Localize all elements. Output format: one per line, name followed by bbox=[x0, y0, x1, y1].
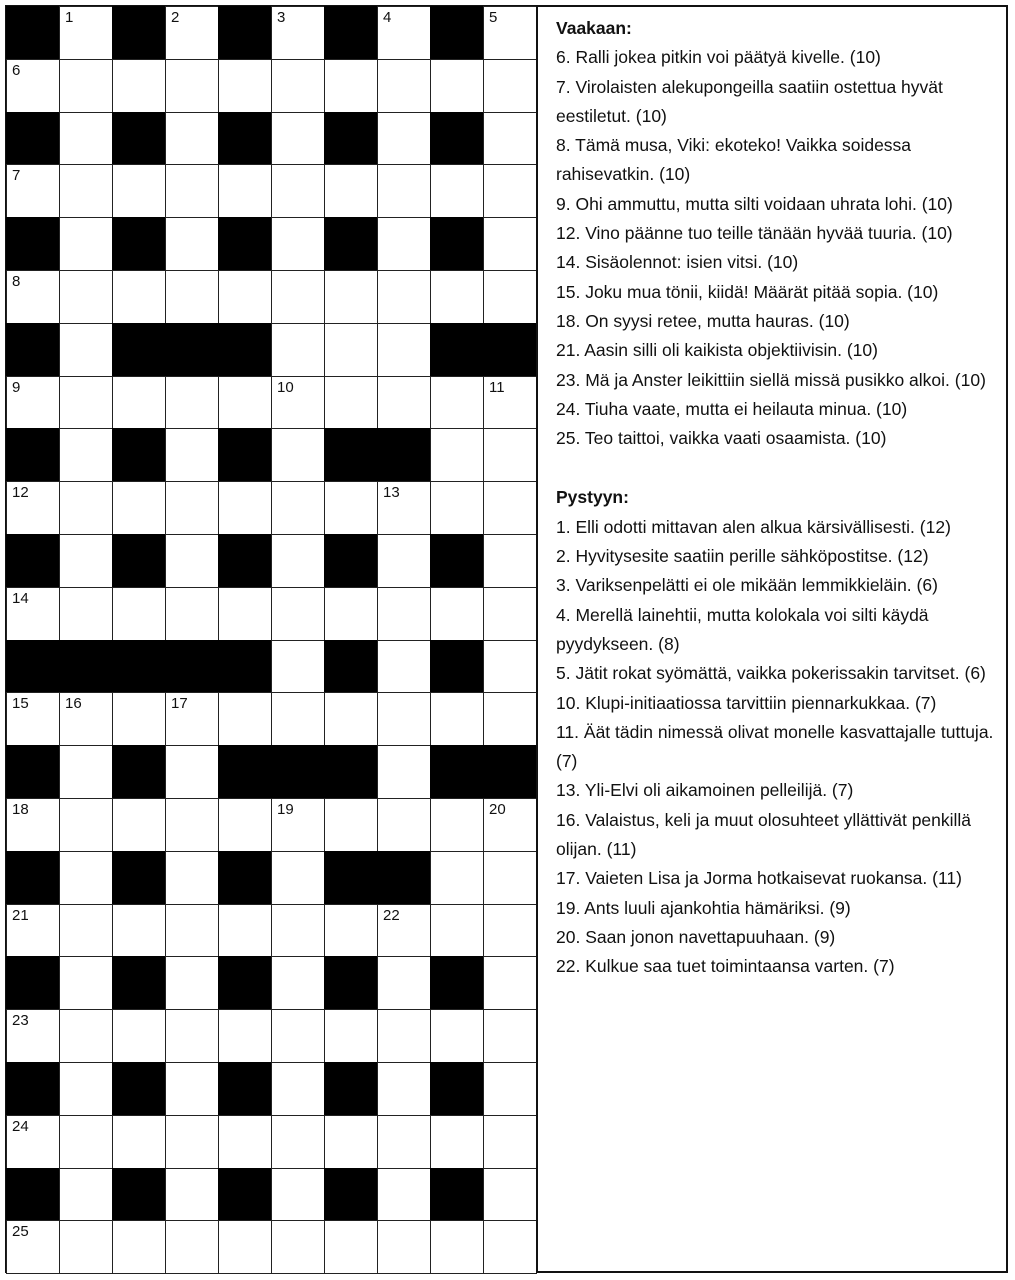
black-cell bbox=[6, 323, 60, 377]
grid-cell[interactable] bbox=[483, 798, 537, 852]
grid-cell[interactable] bbox=[271, 323, 325, 377]
grid-cell[interactable] bbox=[430, 851, 484, 905]
clue-number: 21 bbox=[12, 906, 29, 924]
grid-cell[interactable] bbox=[483, 904, 537, 958]
grid-cell[interactable] bbox=[377, 1009, 431, 1063]
clue-number: 2 bbox=[171, 9, 180, 26]
grid-cell[interactable] bbox=[324, 323, 378, 377]
black-cell bbox=[218, 640, 272, 694]
black-cell bbox=[6, 851, 60, 905]
grid-cell[interactable] bbox=[324, 270, 378, 324]
grid-cell[interactable] bbox=[165, 745, 219, 799]
grid-cell[interactable] bbox=[165, 428, 219, 482]
grid-cell[interactable] bbox=[112, 692, 166, 746]
grid-cell[interactable] bbox=[483, 6, 537, 60]
across-clue: 24. Tiuha vaate, mutta ei heilauta minua. (10) bbox=[556, 398, 908, 419]
black-cell bbox=[324, 851, 378, 905]
grid-cell[interactable] bbox=[430, 1115, 484, 1169]
down-clue: 20. Saan jonon navettapuuhaan. (9) bbox=[556, 926, 836, 947]
black-cell bbox=[324, 428, 378, 482]
grid-cell[interactable] bbox=[59, 798, 113, 852]
grid-cell[interactable] bbox=[430, 692, 484, 746]
grid-cell[interactable] bbox=[218, 1009, 272, 1063]
grid-cell[interactable] bbox=[218, 1220, 272, 1274]
grid-cell[interactable] bbox=[6, 481, 60, 535]
grid-cell[interactable] bbox=[165, 376, 219, 430]
black-cell bbox=[112, 534, 166, 588]
grid-cell[interactable] bbox=[59, 587, 113, 641]
grid-cell[interactable] bbox=[483, 217, 537, 271]
grid-cell[interactable] bbox=[165, 851, 219, 905]
grid-cell[interactable] bbox=[6, 1220, 60, 1274]
black-cell bbox=[112, 6, 166, 60]
grid-cell[interactable] bbox=[165, 112, 219, 166]
grid-cell[interactable] bbox=[377, 745, 431, 799]
grid-cell[interactable] bbox=[6, 1009, 60, 1063]
grid-cell[interactable] bbox=[59, 1062, 113, 1116]
grid-cell[interactable] bbox=[377, 1062, 431, 1116]
black-cell bbox=[430, 1062, 484, 1116]
black-cell bbox=[112, 323, 166, 377]
black-cell bbox=[218, 956, 272, 1010]
grid-cell[interactable] bbox=[59, 164, 113, 218]
grid-cell[interactable] bbox=[271, 164, 325, 218]
clue-number: 7 bbox=[12, 167, 21, 185]
black-cell bbox=[377, 851, 431, 905]
grid-cell[interactable] bbox=[165, 534, 219, 588]
grid-cell[interactable] bbox=[165, 692, 219, 746]
black-cell bbox=[218, 1062, 272, 1116]
across-clue: 23. Mä ja Anster leikittiin siellä missä pusikko alkoi. (10) bbox=[556, 369, 986, 390]
clue-number: 5 bbox=[489, 9, 498, 26]
black-cell bbox=[218, 745, 272, 799]
clue-number: 23 bbox=[12, 1012, 29, 1030]
grid-cell[interactable] bbox=[377, 534, 431, 588]
grid-cell[interactable] bbox=[165, 164, 219, 218]
down-clue: 2. Hyvitysesite saatiin perille sähköpostitse. (12) bbox=[556, 546, 929, 567]
grid-cell[interactable] bbox=[59, 851, 113, 905]
black-cell bbox=[324, 956, 378, 1010]
black-cell bbox=[218, 534, 272, 588]
grid-cell[interactable] bbox=[271, 59, 325, 113]
across-clue: 9. Ohi ammuttu, mutta silti voidaan uhrata lohi. (10) bbox=[556, 193, 953, 214]
grid-cell[interactable] bbox=[6, 798, 60, 852]
grid-cell[interactable] bbox=[59, 1168, 113, 1222]
clue-number: 14 bbox=[12, 589, 29, 607]
black-cell bbox=[6, 1168, 60, 1222]
grid-cell[interactable] bbox=[271, 6, 325, 60]
black-cell bbox=[112, 428, 166, 482]
grid-cell[interactable] bbox=[112, 481, 166, 535]
grid-cell[interactable] bbox=[430, 270, 484, 324]
clue-number: 19 bbox=[277, 801, 294, 818]
grid-cell[interactable] bbox=[112, 1009, 166, 1063]
down-clue: 16. Valaistus, keli ja muut olosuhteet yllättivät penkillä olijan. (11) bbox=[556, 809, 972, 860]
grid-cell[interactable] bbox=[165, 1062, 219, 1116]
across-clue: 21. Aasin silli oli kaikista objektiivisin. (10) bbox=[556, 340, 878, 361]
grid-cell[interactable] bbox=[271, 904, 325, 958]
grid-cell[interactable] bbox=[483, 692, 537, 746]
down-clue: 13. Yli-Elvi oli aikamoinen pelleilijä. (7) bbox=[556, 780, 854, 801]
across-clue: 15. Joku mua tönii, kiidä! Määrät pitää sopia. (10) bbox=[556, 281, 939, 302]
grid-cell[interactable] bbox=[377, 1115, 431, 1169]
grid-cell[interactable] bbox=[430, 798, 484, 852]
grid-cell[interactable] bbox=[377, 481, 431, 535]
black-cell bbox=[112, 217, 166, 271]
grid-cell[interactable] bbox=[112, 904, 166, 958]
black-cell bbox=[59, 640, 113, 694]
black-cell bbox=[430, 1168, 484, 1222]
grid-cell[interactable] bbox=[165, 1220, 219, 1274]
grid-cell[interactable] bbox=[377, 587, 431, 641]
black-cell bbox=[324, 534, 378, 588]
grid-cell[interactable] bbox=[324, 481, 378, 535]
grid-cell[interactable] bbox=[112, 798, 166, 852]
grid-cell[interactable] bbox=[6, 59, 60, 113]
clue-number: 20 bbox=[489, 801, 506, 818]
clue-number: 22 bbox=[383, 906, 400, 924]
grid-cell[interactable] bbox=[59, 1220, 113, 1274]
grid-cell[interactable] bbox=[59, 59, 113, 113]
clue-number: 17 bbox=[171, 695, 188, 713]
grid-cell[interactable] bbox=[271, 481, 325, 535]
grid-cell[interactable] bbox=[271, 956, 325, 1010]
grid-cell[interactable] bbox=[430, 1009, 484, 1063]
grid-cell[interactable] bbox=[59, 112, 113, 166]
black-cell bbox=[377, 428, 431, 482]
grid-cell[interactable] bbox=[165, 59, 219, 113]
black-cell bbox=[430, 745, 484, 799]
grid-cell[interactable] bbox=[377, 904, 431, 958]
grid-cell[interactable] bbox=[271, 270, 325, 324]
grid-cell[interactable] bbox=[6, 1115, 60, 1169]
grid-cell[interactable] bbox=[483, 376, 537, 430]
grid-cell[interactable] bbox=[430, 587, 484, 641]
grid-cell[interactable] bbox=[112, 376, 166, 430]
grid-cell[interactable] bbox=[112, 164, 166, 218]
grid-cell[interactable] bbox=[165, 6, 219, 60]
clue-number: 1 bbox=[65, 9, 74, 26]
grid-cell[interactable] bbox=[271, 640, 325, 694]
grid-cell[interactable] bbox=[6, 692, 60, 746]
clue-number: 9 bbox=[12, 378, 21, 396]
grid-cell[interactable] bbox=[6, 270, 60, 324]
grid-cell[interactable] bbox=[271, 692, 325, 746]
down-clue: 11. Äät tädin nimessä olivat monelle kasvattajalle tuttuja. (7) bbox=[556, 721, 994, 772]
grid-cell[interactable] bbox=[377, 1168, 431, 1222]
section-spacer bbox=[556, 453, 1001, 483]
down-clue: 1. Elli odotti mittavan alen alkua kärsivällisesti. (12) bbox=[556, 516, 951, 537]
clue-number: 8 bbox=[12, 273, 21, 290]
grid-cell[interactable] bbox=[218, 798, 272, 852]
black-cell bbox=[218, 323, 272, 377]
grid-cell[interactable] bbox=[112, 270, 166, 324]
black-cell bbox=[6, 640, 60, 694]
grid-cell[interactable] bbox=[377, 270, 431, 324]
clue-number: 16 bbox=[65, 695, 82, 713]
grid-cell[interactable] bbox=[483, 1115, 537, 1169]
black-cell bbox=[165, 640, 219, 694]
grid-cell[interactable] bbox=[59, 6, 113, 60]
grid-cell[interactable] bbox=[483, 851, 537, 905]
black-cell bbox=[112, 1062, 166, 1116]
grid-cell[interactable] bbox=[6, 587, 60, 641]
clue-number: 15 bbox=[12, 695, 29, 713]
grid-cell[interactable] bbox=[6, 904, 60, 958]
black-cell bbox=[6, 217, 60, 271]
grid-cell[interactable] bbox=[59, 1009, 113, 1063]
grid-cell[interactable] bbox=[218, 904, 272, 958]
grid-cell[interactable] bbox=[324, 1009, 378, 1063]
black-cell bbox=[6, 745, 60, 799]
clue-number: 4 bbox=[383, 9, 392, 26]
grid-cell[interactable] bbox=[483, 640, 537, 694]
grid-cell[interactable] bbox=[377, 323, 431, 377]
grid-cell[interactable] bbox=[377, 164, 431, 218]
grid-cell[interactable] bbox=[324, 164, 378, 218]
across-clue: 25. Teo taittoi, vaikka vaati osaamista. (10) bbox=[556, 428, 887, 449]
black-cell bbox=[324, 640, 378, 694]
grid-cell[interactable] bbox=[112, 587, 166, 641]
black-cell bbox=[218, 6, 272, 60]
grid-cell[interactable] bbox=[483, 1220, 537, 1274]
grid-cell[interactable] bbox=[59, 745, 113, 799]
grid-cell[interactable] bbox=[6, 164, 60, 218]
grid-cell[interactable] bbox=[165, 587, 219, 641]
grid-cell[interactable] bbox=[324, 59, 378, 113]
grid-cell[interactable] bbox=[483, 587, 537, 641]
grid-cell[interactable] bbox=[165, 904, 219, 958]
black-cell bbox=[6, 6, 60, 60]
down-clue: 5. Jätit rokat syömättä, vaikka pokerissakin tarvitset. (6) bbox=[556, 663, 986, 684]
grid-cell[interactable] bbox=[59, 904, 113, 958]
grid-cell[interactable] bbox=[271, 217, 325, 271]
grid-cell[interactable] bbox=[271, 1062, 325, 1116]
grid-cell[interactable] bbox=[430, 428, 484, 482]
grid-cell[interactable] bbox=[165, 270, 219, 324]
down-clue: 17. Vaieten Lisa ja Jorma hotkaisevat ruokansa. (11) bbox=[556, 868, 962, 889]
across-clue: 14. Sisäolennot: isien vitsi. (10) bbox=[556, 252, 799, 273]
grid-cell[interactable] bbox=[430, 376, 484, 430]
grid-cell[interactable] bbox=[271, 376, 325, 430]
grid-cell[interactable] bbox=[483, 956, 537, 1010]
grid-cell[interactable] bbox=[218, 1115, 272, 1169]
grid-cell[interactable] bbox=[483, 481, 537, 535]
grid-cell[interactable] bbox=[483, 534, 537, 588]
grid-cell[interactable] bbox=[165, 798, 219, 852]
black-cell bbox=[112, 956, 166, 1010]
grid-cell[interactable] bbox=[430, 1220, 484, 1274]
black-cell bbox=[324, 112, 378, 166]
black-cell bbox=[6, 1062, 60, 1116]
grid-cell[interactable] bbox=[218, 270, 272, 324]
black-cell bbox=[324, 1168, 378, 1222]
grid-cell[interactable] bbox=[324, 587, 378, 641]
across-clue: 6. Ralli jokea pitkin voi päätyä kivelle. (10) bbox=[556, 47, 881, 68]
black-cell bbox=[218, 428, 272, 482]
grid-cell[interactable] bbox=[112, 59, 166, 113]
black-cell bbox=[165, 323, 219, 377]
grid-cell[interactable] bbox=[112, 1220, 166, 1274]
grid-cell[interactable] bbox=[430, 481, 484, 535]
grid-cell[interactable] bbox=[165, 956, 219, 1010]
grid-cell[interactable] bbox=[59, 692, 113, 746]
grid-cell[interactable] bbox=[430, 904, 484, 958]
black-cell bbox=[430, 323, 484, 377]
black-cell bbox=[218, 851, 272, 905]
black-cell bbox=[6, 112, 60, 166]
grid-cell[interactable] bbox=[59, 428, 113, 482]
grid-cell[interactable] bbox=[271, 1115, 325, 1169]
grid-cell[interactable] bbox=[377, 956, 431, 1010]
down-clue: 3. Variksenpelätti ei ole mikään lemmikkieläin. (6) bbox=[556, 575, 938, 596]
grid-cell[interactable] bbox=[483, 1168, 537, 1222]
grid-cell[interactable] bbox=[59, 323, 113, 377]
down-clue: 19. Ants luuli ajankohtia hämäriksi. (9) bbox=[556, 897, 851, 918]
grid-cell[interactable] bbox=[218, 376, 272, 430]
black-cell bbox=[6, 956, 60, 1010]
black-cell bbox=[218, 217, 272, 271]
grid-cell[interactable] bbox=[59, 270, 113, 324]
clue-number: 12 bbox=[12, 484, 29, 502]
grid-cell[interactable] bbox=[218, 692, 272, 746]
grid-cell[interactable] bbox=[377, 1220, 431, 1274]
grid-cell[interactable] bbox=[59, 217, 113, 271]
grid-cell[interactable] bbox=[271, 798, 325, 852]
black-cell bbox=[430, 956, 484, 1010]
grid-cell[interactable] bbox=[165, 1009, 219, 1063]
black-cell bbox=[324, 1062, 378, 1116]
grid-cell[interactable] bbox=[324, 692, 378, 746]
grid-cell[interactable] bbox=[271, 587, 325, 641]
grid-cell[interactable] bbox=[271, 534, 325, 588]
grid-cell[interactable] bbox=[483, 270, 537, 324]
black-cell bbox=[430, 6, 484, 60]
grid-cell[interactable] bbox=[377, 640, 431, 694]
grid-clue-divider bbox=[536, 6, 538, 1273]
grid-cell[interactable] bbox=[430, 59, 484, 113]
black-cell bbox=[112, 640, 166, 694]
clue-panel bbox=[556, 14, 1001, 982]
black-cell bbox=[112, 1168, 166, 1222]
black-cell bbox=[112, 851, 166, 905]
grid-cell[interactable] bbox=[271, 1168, 325, 1222]
grid-cell[interactable] bbox=[483, 59, 537, 113]
black-cell bbox=[6, 428, 60, 482]
grid-cell[interactable] bbox=[165, 1168, 219, 1222]
grid-cell[interactable] bbox=[324, 1115, 378, 1169]
grid-cell[interactable] bbox=[377, 376, 431, 430]
down-clue: 10. Klupi-initiaatiossa tarvittiin piennarkukkaa. (7) bbox=[556, 692, 937, 713]
black-cell bbox=[430, 640, 484, 694]
grid-cell[interactable] bbox=[377, 112, 431, 166]
grid-cell[interactable] bbox=[59, 1115, 113, 1169]
grid-cell[interactable] bbox=[483, 428, 537, 482]
grid-cell[interactable] bbox=[59, 376, 113, 430]
grid-cell[interactable] bbox=[377, 6, 431, 60]
black-cell bbox=[324, 217, 378, 271]
grid-cell[interactable] bbox=[483, 1062, 537, 1116]
grid-cell[interactable] bbox=[483, 1009, 537, 1063]
grid-cell[interactable] bbox=[324, 1220, 378, 1274]
grid-cell[interactable] bbox=[377, 59, 431, 113]
grid-cell[interactable] bbox=[271, 112, 325, 166]
down-clue: 22. Kulkue saa tuet toimintaansa varten. (7) bbox=[556, 956, 895, 977]
black-cell bbox=[6, 534, 60, 588]
grid-cell[interactable] bbox=[377, 798, 431, 852]
clue-number: 3 bbox=[277, 9, 286, 26]
grid-cell[interactable] bbox=[271, 851, 325, 905]
clue-number: 6 bbox=[12, 61, 21, 79]
across-clue: 18. On syysi retee, mutta hauras. (10) bbox=[556, 310, 850, 331]
black-cell bbox=[218, 1168, 272, 1222]
across-clue: 12. Vino päänne tuo teille tänään hyvää tuuria. (10) bbox=[556, 223, 953, 244]
grid-cell[interactable] bbox=[324, 904, 378, 958]
clue-number: 24 bbox=[12, 1117, 29, 1135]
grid-cell[interactable] bbox=[271, 1009, 325, 1063]
clue-number: 10 bbox=[277, 378, 294, 396]
grid-cell[interactable] bbox=[218, 164, 272, 218]
across-clue: 8. Tämä musa, Viki: ekoteko! Vaikka soidessa rahisevatkin. (10) bbox=[556, 135, 912, 185]
grid-cell[interactable] bbox=[271, 1220, 325, 1274]
black-cell bbox=[483, 323, 537, 377]
grid-cell[interactable] bbox=[218, 481, 272, 535]
black-cell bbox=[112, 112, 166, 166]
grid-cell[interactable] bbox=[59, 534, 113, 588]
grid-cell[interactable] bbox=[218, 59, 272, 113]
grid-cell[interactable] bbox=[324, 798, 378, 852]
black-cell bbox=[324, 6, 378, 60]
black-cell bbox=[430, 217, 484, 271]
clue-number: 25 bbox=[12, 1223, 29, 1241]
grid-cell[interactable] bbox=[430, 164, 484, 218]
across-heading: Vaakaan: bbox=[556, 18, 632, 38]
black-cell bbox=[271, 745, 325, 799]
grid-cell[interactable] bbox=[483, 164, 537, 218]
clue-number: 18 bbox=[12, 801, 29, 818]
black-cell bbox=[324, 745, 378, 799]
grid-cell[interactable] bbox=[271, 428, 325, 482]
grid-cell[interactable] bbox=[6, 376, 60, 430]
grid-cell[interactable] bbox=[377, 692, 431, 746]
grid-cell[interactable] bbox=[112, 1115, 166, 1169]
black-cell bbox=[218, 112, 272, 166]
grid-cell[interactable] bbox=[377, 217, 431, 271]
black-cell bbox=[430, 112, 484, 166]
grid-cell[interactable] bbox=[165, 481, 219, 535]
grid-cell[interactable] bbox=[483, 112, 537, 166]
grid-cell[interactable] bbox=[165, 1115, 219, 1169]
black-cell bbox=[483, 745, 537, 799]
grid-cell[interactable] bbox=[165, 217, 219, 271]
grid-cell[interactable] bbox=[324, 376, 378, 430]
down-heading: Pystyyn: bbox=[556, 487, 629, 508]
black-cell bbox=[112, 745, 166, 799]
clue-number: 11 bbox=[489, 378, 505, 396]
grid-cell[interactable] bbox=[59, 956, 113, 1010]
crossword-grid bbox=[6, 6, 536, 1273]
clue-number: 13 bbox=[383, 484, 400, 502]
grid-cell[interactable] bbox=[59, 481, 113, 535]
across-clue: 7. Virolaisten alekupongeilla saatiin ostettua hyvät eestiletut. (10) bbox=[556, 76, 943, 126]
black-cell bbox=[430, 534, 484, 588]
grid-cell[interactable] bbox=[218, 587, 272, 641]
down-clue: 4. Merellä lainehtii, mutta kolokala voi silti käydä pyydykseen. (8) bbox=[556, 604, 929, 654]
